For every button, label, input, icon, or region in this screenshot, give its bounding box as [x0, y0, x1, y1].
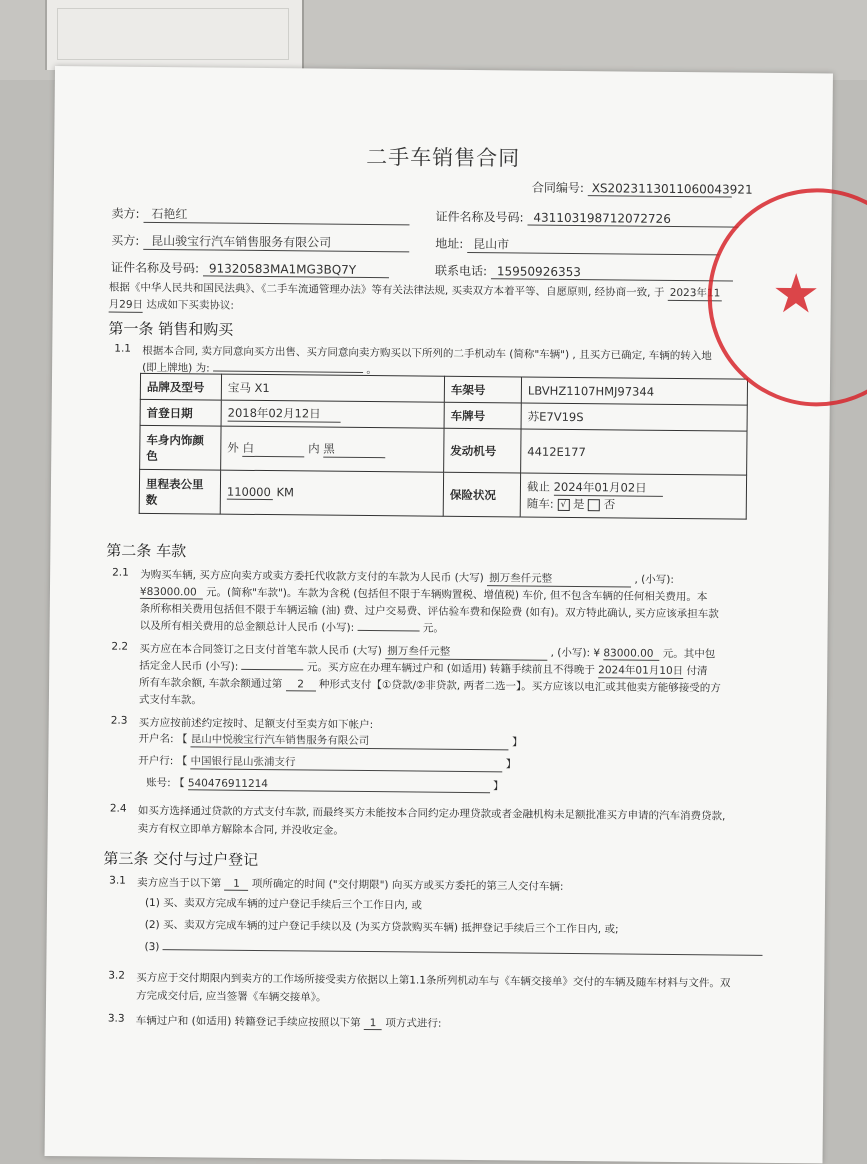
clause-2-3-number: 2.3: [110, 714, 128, 727]
clause-2-1-number: 2.1: [112, 566, 129, 579]
deposit-blank: [242, 669, 304, 671]
mileage-cell: [220, 470, 443, 516]
buyer-id-label: 证件名称及号码:: [111, 260, 200, 276]
clause-3-1-item-1: (1) 买、卖双方完成车辆的过户登记手续后三个工作日内, 或: [144, 896, 422, 912]
no-checkbox[interactable]: [588, 499, 600, 511]
yes-checkbox[interactable]: √: [557, 498, 569, 510]
insurance-until-date: 2024年01月02日: [554, 479, 663, 497]
destination-label: (即上牌地) 为:: [142, 361, 210, 375]
bracket-open: 【: [176, 755, 188, 768]
color-label-line-1: 车身内饰颜: [146, 432, 204, 447]
buyer-label: 买方:: [111, 233, 140, 248]
color-cell: [221, 426, 444, 472]
contract-number-label: 合同编号:: [531, 180, 584, 196]
seller-label: 卖方:: [111, 206, 140, 221]
buyer-name: 昆山骏宝行汽车销售服务有限公司: [143, 232, 409, 253]
buyer-id: 91320583MA1MG3BQ7Y: [203, 261, 389, 278]
clause-2-2-due-date: 2024年01月10日: [598, 664, 684, 678]
vin-value: LBVHZ1107HMJ97344: [521, 377, 747, 405]
clause-2-1-small-amount: ¥83000.00: [140, 586, 203, 600]
article-3-heading: 第三条 交付与过户登记: [103, 849, 259, 869]
contract-number-row: [531, 179, 753, 198]
insurance-until-row: [527, 479, 740, 498]
preamble-date-day: 月29日: [108, 298, 144, 311]
inner-color-value: 黑: [323, 441, 385, 459]
vin-label: 车架号: [444, 376, 521, 403]
clause-2-1-line-4: [140, 618, 444, 636]
clause-3-1-text-a2: 项所确定的时间 ("交付期限") 向买方或买方委托的第三人交付车辆:: [251, 877, 564, 893]
phone-number: 15950926353: [491, 264, 733, 281]
address-row: [435, 235, 719, 256]
no-label: 否: [603, 497, 616, 512]
outer-color-label: 外: [227, 440, 239, 455]
clause-2-2-text-c2: 种形式支付【①贷款/②非贷款, 两者二选一】。买方应该以电汇或其他卖方能够接受的方: [318, 678, 721, 695]
buyer-address: 昆山市: [467, 235, 719, 255]
clause-3-1-text: [137, 875, 563, 894]
background-card: [45, 0, 304, 70]
insurance-cell: [520, 473, 746, 519]
table-row: [140, 425, 747, 475]
seal-star-icon: ★: [771, 261, 821, 326]
clause-2-2-text-c: 所有车款余额, 车款余额通过第: [139, 676, 283, 691]
clause-3-3-text: [136, 1013, 442, 1031]
seller-name: 石艳红: [143, 205, 409, 226]
plate-value: 苏E7V19S: [521, 403, 747, 431]
contract-number: XS2023113011060043921: [588, 181, 732, 197]
clause-1-1-number: 1.1: [114, 342, 132, 355]
preamble-line-2: [109, 297, 234, 314]
bracket-open: 【: [173, 777, 185, 790]
color-label: [140, 425, 221, 470]
phone-row: [435, 262, 733, 282]
clause-3-1-item-3: [144, 941, 762, 959]
clause-2-2-text-b: 括定金人民币 (小写):: [139, 659, 239, 673]
engine-label: 发动机号: [444, 428, 521, 473]
engine-value: 4412E177: [521, 429, 747, 475]
address-label: 地址:: [435, 236, 464, 251]
mileage-label: [139, 469, 220, 514]
buyer-id-row: [111, 259, 389, 279]
clause-2-4-line-1: 如买方选择通过贷款的方式支付车款, 而最终买方未能按本合同约定办理贷款或者金融机构未足额批准买方申请的汽车消费贷款,: [137, 804, 726, 823]
payment-option: 2: [286, 678, 316, 691]
contract-title: 二手车销售合同: [366, 144, 521, 171]
clause-2-2-text-b2: 元。买方应在办理车辆过户和 (如适用) 转籍手续前且不得晚于: [306, 661, 595, 677]
account-name-label: 开户名:: [138, 732, 174, 746]
clause-2-1-line-3: 条所称相关费用包括但不限于车辆运输 (油) 费、过户交易费、评估验车费和保险费 (如有)。双方特此确认, 买方应该承担车款: [139, 602, 719, 621]
clause-1-1-text: 根据本合同, 卖方同意向买方出售、买方同意向卖方购买以下所列的二手机动车 (简称"车辆") , 且买方已确定, 车辆的转入地: [142, 344, 712, 363]
preamble-end: 达成如下买卖协议:: [146, 298, 235, 312]
delivery-option: 1: [224, 878, 248, 891]
destination-end: 。: [366, 364, 377, 377]
preamble-date-year: 2023年11: [668, 285, 723, 302]
clause-2-1-upper-amount: 捌万叁仟元整: [487, 570, 631, 587]
table-row: [139, 469, 746, 519]
clause-3-1-item-3-blank: [163, 949, 763, 956]
account-name-row: [138, 731, 522, 751]
inner-color-label: 内: [308, 441, 320, 456]
with-car-row: [527, 496, 740, 514]
seller-id-row: [435, 208, 738, 228]
account-number-row: [146, 775, 504, 793]
bracket-close: 】: [493, 780, 504, 793]
reg-date-cell: [221, 400, 444, 428]
clause-2-3-text: 买方应按前述约定按时、足额支付至卖方如下帐户:: [138, 716, 374, 732]
bank-label: 开户行:: [138, 754, 174, 768]
mileage-value: 110000: [226, 484, 271, 500]
article-1-heading: 第一条 销售和购买: [108, 319, 234, 339]
brand-label: 品牌及型号: [140, 373, 221, 400]
phone-label: 联系电话:: [434, 263, 488, 279]
clause-3-2-number: 3.2: [108, 969, 126, 982]
contract-page: [45, 66, 833, 1163]
registration-option: 1: [364, 1017, 382, 1030]
clause-2-1-text-a: 为购买车辆, 买方应向卖方或卖方委托代收款方支付的车款为人民币 (大写): [140, 568, 484, 585]
bank-name: 中国银行昆山张浦支行: [190, 753, 502, 772]
with-car-label: 随车:: [526, 496, 554, 511]
color-label-line-2: 色: [146, 448, 158, 463]
insurance-label: 保险状况: [443, 472, 520, 517]
outer-color-value: 白: [242, 440, 304, 458]
seller-row: [111, 205, 409, 226]
plate-label: 车牌号: [444, 402, 521, 429]
clause-3-1-item-3-label: (3): [144, 940, 160, 954]
clause-3-2-line-2: 方完成交付后, 应当签署《车辆交接单》。: [136, 989, 327, 1004]
article-2-heading: 第二条 车款: [106, 541, 187, 561]
vehicle-info-table: [139, 373, 748, 520]
clause-2-1-small-label: , (小写):: [634, 573, 674, 586]
clause-2-1-text-b: 元。(简称"车款")。车款为含税 (包括但不限于车辆购置税、增值税) 车价, 但不包含车辆的任何相关费用。本: [206, 586, 708, 604]
bracket-open: 【: [176, 733, 188, 746]
seller-id-label: 证件名称及号码:: [435, 209, 524, 225]
account-name: 昆山中悦骏宝行汽车销售服务有限公司: [191, 731, 509, 750]
clause-2-1-text-d-end: 元。: [422, 622, 444, 635]
clause-2-2-small-label: , (小写): ¥: [550, 646, 601, 660]
destination-blank: [213, 371, 363, 373]
clause-3-3-text-a: 车辆过户和 (如适用) 转籍登记手续应按照以下第: [135, 1014, 361, 1029]
bracket-close: 】: [512, 736, 523, 749]
clause-2-2-text-a-end: 元。其中包: [662, 647, 716, 661]
reg-date-value: 2018年02月12日: [228, 405, 341, 423]
total-amount-blank: [358, 630, 420, 632]
mileage-unit: KM: [276, 485, 295, 500]
mileage-label-line-2: 数: [145, 492, 158, 507]
account-number-label: 账号:: [146, 776, 171, 790]
seller-id: 431103198712072726: [527, 211, 738, 228]
clause-3-1-number: 3.1: [109, 874, 126, 887]
clause-2-1-text-d: 以及所有相关费用的总金额总计人民币 (小写):: [139, 619, 355, 634]
clause-2-4-line-2: 卖方有权立即单方解除本合同, 并没收定金。: [137, 822, 344, 837]
clause-3-3-number: 3.3: [107, 1012, 125, 1025]
clause-3-1-text-a: 卖方应当于以下第: [137, 876, 222, 890]
brand-value: 宝马 X1: [221, 374, 444, 402]
preamble-text: 根据《中华人民共和国民法典》、《二手车流通管理办法》等有关法律法规, 买卖双方本着平等、自愿原则, 经协商一致, 于: [108, 281, 665, 299]
insurance-until-label: 截止: [526, 479, 551, 494]
mileage-label-line-1: 里程表公里: [145, 476, 204, 491]
bracket-close: 】: [505, 758, 517, 771]
clause-2-2-small-amount: 83000.00: [603, 647, 659, 661]
clause-2-2-text-b3: 付清: [686, 665, 708, 678]
buyer-row: [111, 232, 409, 253]
reg-date-label: 首登日期: [140, 399, 221, 426]
clause-2-2-upper-amount: 捌万叁仟元整: [385, 643, 547, 661]
clause-2-2-line-4: 式支付车款。: [138, 693, 202, 707]
clause-3-1-item-2: (2) 买、卖双方完成车辆的过户登记手续以及 (为买方贷款购买车辆) 抵押登记手续后三个工作日内, 或;: [144, 918, 619, 936]
clause-3-2-line-1: 买方应于交付期限内到卖方的工作场所接受卖方依据以上第1.1条所列机动车与《车辆交接单》交付的车辆及随车材料与文件。双: [136, 971, 731, 990]
yes-label: 是: [572, 496, 585, 512]
clause-2-2-text-a: 买方应在本合同签订之日支付首笔车款人民币 (大写): [139, 642, 382, 658]
account-number: 540476911214: [188, 777, 490, 793]
clause-3-3-text-a2: 项方式进行:: [385, 1017, 442, 1030]
clause-2-4-number: 2.4: [109, 802, 127, 815]
bank-row: [138, 753, 516, 773]
clause-2-2-number: 2.2: [111, 640, 129, 653]
